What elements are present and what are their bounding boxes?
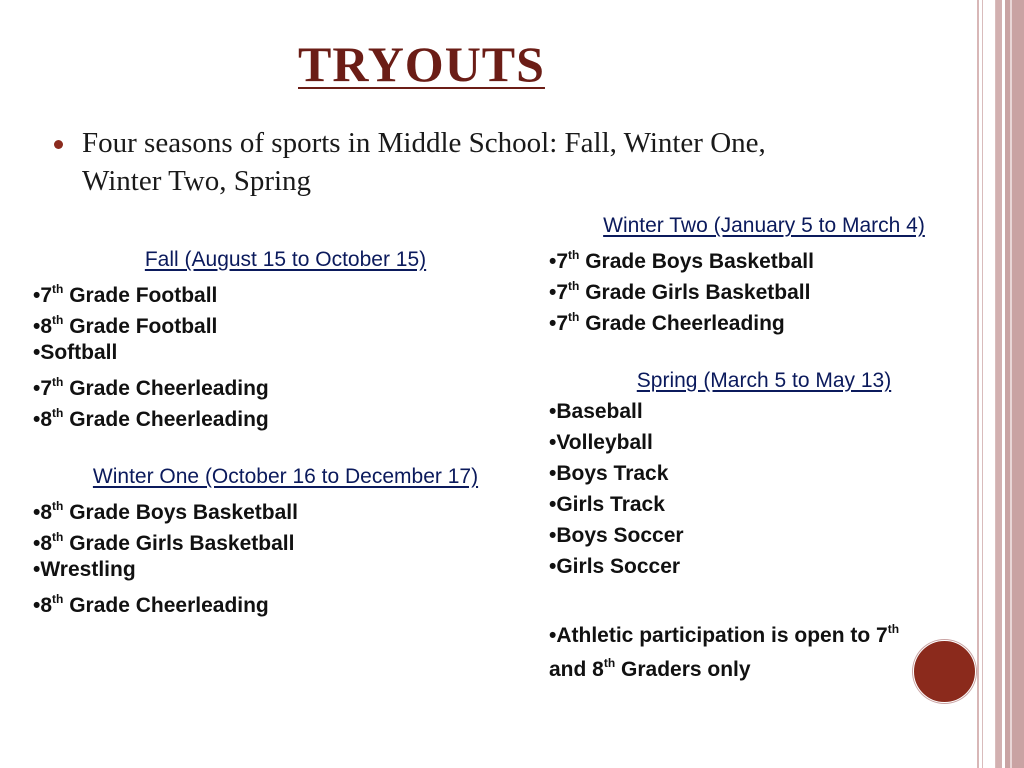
spring-list (549, 396, 979, 582)
winter-one-list (33, 492, 538, 616)
list-item (549, 520, 979, 551)
list-item (549, 551, 979, 582)
list-item (33, 368, 538, 399)
item-sup: th (568, 248, 580, 262)
item-sup: th (52, 282, 64, 296)
item-text: •Girls Soccer (549, 555, 681, 578)
winter-two-heading: Winter Two (January 5 to March 4) (603, 214, 925, 237)
decor-stripe (982, 0, 996, 768)
item-text: •7 (549, 312, 569, 335)
list-item (549, 427, 979, 458)
item-text: •8 (33, 532, 53, 555)
note-sup: th (887, 622, 900, 636)
item-text: •Wrestling (33, 558, 136, 581)
item-text: Grade Cheerleading (63, 408, 269, 431)
item-text: Grade Football (63, 315, 218, 338)
item-sup: th (52, 592, 64, 606)
list-item (549, 272, 979, 303)
list-item (33, 337, 538, 368)
item-text: Grade Football (63, 284, 218, 307)
item-sup: th (568, 310, 580, 324)
right-column (549, 210, 979, 681)
item-text: •7 (33, 284, 53, 307)
item-text: Grade Girls Basketball (63, 532, 295, 555)
list-item (33, 306, 538, 337)
item-text: •Softball (33, 341, 118, 364)
note-line-1 (549, 613, 979, 647)
item-text: •7 (549, 281, 569, 304)
item-sup: th (52, 406, 64, 420)
note-text: and 8 (549, 658, 604, 681)
list-item (549, 241, 979, 272)
list-item (549, 303, 979, 334)
list-item (549, 396, 979, 427)
item-text: •Boys Soccer (549, 524, 684, 547)
item-text: •7 (33, 377, 53, 400)
list-item (33, 554, 538, 585)
item-text: Grade Cheerleading (63, 377, 269, 400)
list-item (33, 523, 538, 554)
item-sup: th (52, 313, 64, 327)
item-text: Grade Boys Basketball (63, 501, 298, 524)
item-text: •8 (33, 501, 53, 524)
item-text: •Volleyball (549, 431, 653, 454)
item-text: •8 (33, 408, 53, 431)
item-text: •Boys Track (549, 462, 669, 485)
note-text: Graders only (615, 658, 751, 681)
left-column (33, 244, 538, 616)
item-text: Grade Boys Basketball (579, 250, 814, 273)
intro-bullet (50, 124, 810, 200)
winter-two-list (549, 241, 979, 334)
note-text: •Athletic participation is open to 7 (549, 624, 888, 647)
intro-text: Four seasons of sports in Middle School: Fall, Winter One, Winter Two, Spring (82, 127, 766, 197)
list-item (33, 492, 538, 523)
fall-heading: Fall (August 15 to October 15) (144, 248, 427, 271)
decor-stripe (1005, 0, 1024, 768)
bullet-dot-icon (54, 140, 63, 149)
item-sup: th (52, 375, 64, 389)
list-item (33, 585, 538, 616)
winter-one-heading: Winter One (October 16 to December 17) (92, 465, 479, 488)
note-sup: th (603, 656, 616, 670)
item-text: •Girls Track (549, 493, 665, 516)
item-text: •Baseball (549, 400, 643, 423)
item-text: Grade Girls Basketball (579, 281, 811, 304)
list-item (549, 458, 979, 489)
list-item (33, 275, 538, 306)
slide-title: TRYOUTS (298, 36, 545, 92)
item-text: Grade Cheerleading (579, 312, 785, 335)
decor-stripe (1010, 0, 1012, 768)
item-text: Grade Cheerleading (63, 594, 269, 617)
list-item (33, 399, 538, 430)
fall-list (33, 275, 538, 430)
item-text: •8 (33, 594, 53, 617)
list-item (549, 489, 979, 520)
decor-circle (913, 640, 976, 703)
item-sup: th (52, 499, 64, 513)
item-text: •8 (33, 315, 53, 338)
item-sup: th (568, 279, 580, 293)
item-text: •7 (549, 250, 569, 273)
decor-stripe (996, 0, 1002, 768)
spring-heading: Spring (March 5 to May 13) (636, 369, 892, 392)
item-sup: th (52, 530, 64, 544)
